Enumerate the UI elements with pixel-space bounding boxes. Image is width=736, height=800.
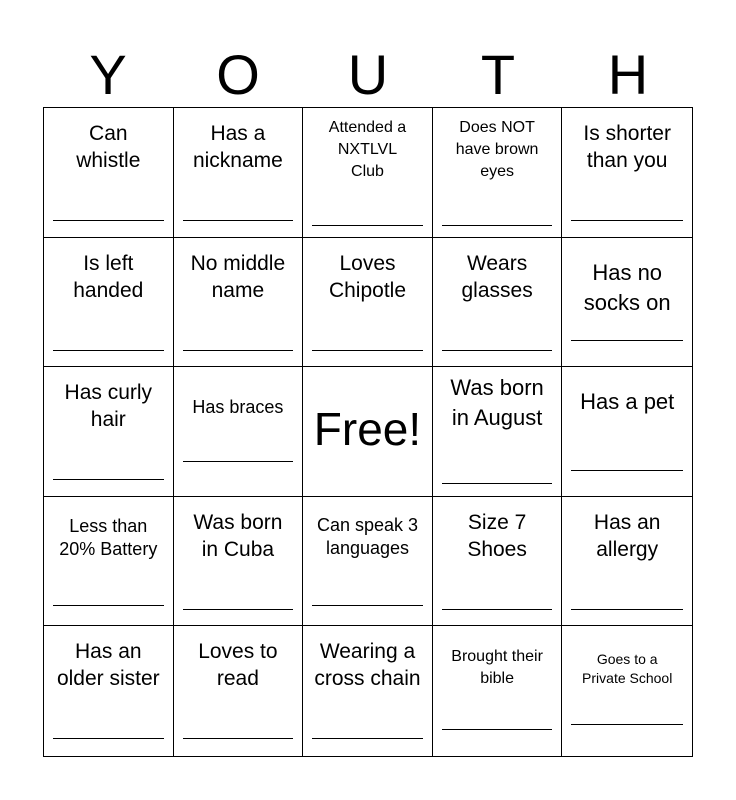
bingo-board bbox=[43, 107, 693, 757]
bingo-cell[interactable] bbox=[562, 497, 692, 627]
bingo-cell[interactable] bbox=[174, 626, 304, 756]
bingo-cell[interactable] bbox=[44, 626, 174, 756]
bingo-cell[interactable] bbox=[303, 626, 433, 756]
cell-prompt: Has no socks on bbox=[583, 259, 671, 315]
signature-line bbox=[183, 609, 294, 610]
signature-line bbox=[53, 605, 164, 606]
header-letter-u: U bbox=[347, 43, 389, 106]
signature-line bbox=[183, 350, 294, 351]
cell-prompt: Wearing a cross chain bbox=[314, 640, 421, 691]
cell-prompt: Is left handed bbox=[73, 251, 144, 302]
bingo-cell[interactable] bbox=[174, 497, 304, 627]
bingo-cell[interactable] bbox=[303, 238, 433, 368]
signature-line bbox=[53, 220, 164, 221]
signature-line bbox=[442, 609, 553, 610]
bingo-cell[interactable] bbox=[44, 367, 174, 497]
cell-prompt: Attended a NXTLVL Club bbox=[328, 119, 407, 180]
free-space-label: Free! bbox=[313, 403, 422, 456]
bingo-cell[interactable] bbox=[44, 108, 174, 238]
bingo-header bbox=[43, 44, 693, 106]
cell-prompt: Can speak 3 languages bbox=[316, 514, 419, 558]
bingo-cell[interactable] bbox=[562, 367, 692, 497]
header-letter-o: O bbox=[216, 43, 260, 106]
cell-prompt: No middle name bbox=[190, 251, 286, 302]
cell-prompt: Was born in August bbox=[450, 375, 544, 431]
cell-prompt: Can whistle bbox=[76, 122, 141, 172]
signature-line bbox=[442, 350, 553, 351]
cell-prompt: Brought their bible bbox=[451, 648, 543, 688]
signature-line bbox=[442, 483, 553, 484]
cell-prompt: Has a pet bbox=[580, 389, 675, 415]
signature-line bbox=[183, 220, 294, 221]
bingo-cell[interactable] bbox=[303, 108, 433, 238]
bingo-cell[interactable] bbox=[562, 108, 692, 238]
cell-prompt: Is shorter than you bbox=[583, 122, 671, 172]
cell-prompt: Less than 20% Battery bbox=[59, 515, 158, 559]
signature-line bbox=[183, 461, 294, 462]
signature-line bbox=[312, 350, 423, 351]
bingo-cell[interactable] bbox=[562, 626, 692, 756]
cell-prompt: Loves Chipotle bbox=[328, 251, 407, 302]
bingo-cell[interactable] bbox=[44, 497, 174, 627]
bingo-cell[interactable] bbox=[433, 626, 563, 756]
bingo-cell[interactable] bbox=[562, 238, 692, 368]
signature-line bbox=[571, 470, 683, 471]
header-letter-h: H bbox=[607, 43, 649, 106]
signature-line bbox=[571, 609, 683, 610]
cell-prompt: Loves to read bbox=[198, 640, 278, 691]
bingo-cell[interactable] bbox=[174, 238, 304, 368]
cell-prompt: Does NOT have brown eyes bbox=[455, 119, 539, 180]
signature-line bbox=[571, 340, 683, 341]
cell-prompt: Has an allergy bbox=[593, 510, 661, 561]
bingo-cell[interactable] bbox=[433, 497, 563, 627]
signature-line bbox=[53, 738, 164, 739]
header-letter-y: Y bbox=[89, 43, 127, 106]
signature-line bbox=[312, 225, 423, 226]
bingo-cell[interactable] bbox=[174, 108, 304, 238]
signature-line bbox=[312, 605, 423, 606]
cell-prompt: Has an older sister bbox=[56, 640, 160, 691]
bingo-cell[interactable] bbox=[44, 238, 174, 368]
bingo-cell[interactable] bbox=[174, 367, 304, 497]
bingo-cell[interactable] bbox=[433, 238, 563, 368]
cell-prompt: Has a nickname bbox=[192, 122, 283, 172]
bingo-cell[interactable] bbox=[433, 367, 563, 497]
signature-line bbox=[442, 729, 553, 730]
cell-prompt: Was born in Cuba bbox=[193, 510, 283, 561]
free-space[interactable] bbox=[303, 367, 433, 497]
cell-prompt: Wears glasses bbox=[461, 251, 533, 302]
signature-line bbox=[571, 220, 683, 221]
signature-line bbox=[53, 350, 164, 351]
cell-prompt: Goes to a Private School bbox=[582, 651, 673, 687]
cell-prompt: Has curly hair bbox=[64, 381, 153, 432]
bingo-cell[interactable] bbox=[303, 497, 433, 627]
signature-line bbox=[312, 738, 423, 739]
cell-prompt: Size 7 Shoes bbox=[467, 510, 527, 561]
signature-line bbox=[571, 724, 683, 725]
signature-line bbox=[183, 738, 294, 739]
cell-prompt: Has braces bbox=[192, 397, 284, 418]
header-letter-t: T bbox=[480, 43, 516, 106]
signature-line bbox=[53, 479, 164, 480]
bingo-cell[interactable] bbox=[433, 108, 563, 238]
signature-line bbox=[442, 225, 553, 226]
